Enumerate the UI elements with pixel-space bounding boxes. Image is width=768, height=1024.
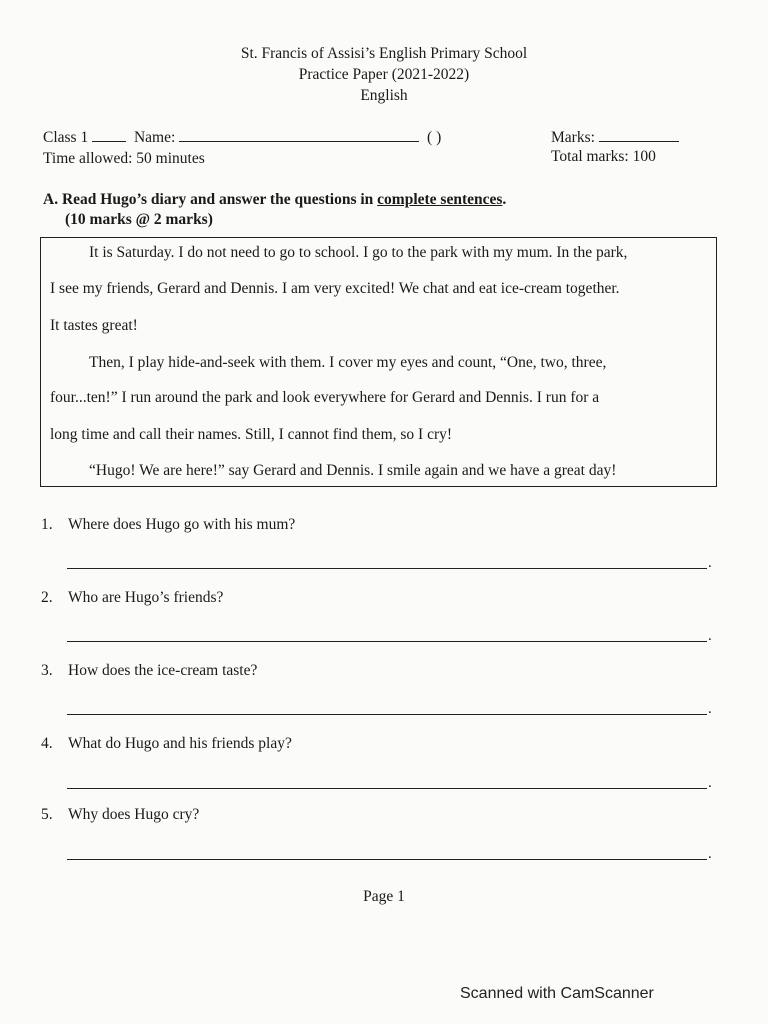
answer-line-1[interactable] [67, 567, 707, 569]
marks-blank [599, 129, 679, 142]
passage-line: It is Saturday. I do not need to go to school. I go to the park with my mum. In the park, [89, 244, 628, 261]
passage-line: long time and call their names. Still, I cannot find them, so I cry! [50, 426, 453, 443]
instruction-prefix: A. Read Hugo’s diary and answer the questions in [43, 191, 378, 208]
subject-title: English [360, 87, 408, 104]
question-text: Where does Hugo go with his mum? [68, 516, 296, 533]
marks-field [551, 129, 679, 147]
question-4 [41, 735, 292, 753]
question-number: 5. [41, 806, 53, 823]
answer-end-dot: . [708, 555, 712, 571]
question-number: 1. [41, 516, 53, 533]
answer-end-dot: . [708, 628, 712, 644]
question-5 [41, 806, 199, 824]
paper-title: Practice Paper (2021-2022) [298, 66, 470, 83]
question-3 [41, 662, 257, 680]
question-number: 3. [41, 662, 53, 679]
answer-end-dot: . [708, 846, 712, 862]
answer-end-dot: . [708, 701, 712, 717]
page-number: Page 1 [363, 888, 405, 905]
question-number: 2. [41, 589, 53, 606]
answer-line-2[interactable] [67, 640, 707, 642]
question-text: Who are Hugo’s friends? [68, 589, 224, 606]
class-blank [92, 129, 126, 142]
school-name: St. Francis of Assisi’s English Primary School [240, 45, 528, 62]
marks-label: Marks: [551, 129, 595, 146]
passage-line: It tastes great! [50, 317, 138, 334]
passage-line: Then, I play hide-and-seek with them. I cover my eyes and count, “One, two, three, [89, 354, 607, 371]
instruction-suffix: . [502, 191, 507, 208]
diary-passage [40, 237, 717, 487]
question-text: Why does Hugo cry? [68, 806, 200, 823]
answer-line-3[interactable] [67, 713, 707, 715]
answer-end-dot: . [708, 775, 712, 791]
passage-line: four...ten!” I run around the park and look everywhere for Gerard and Dennis. I run for a [50, 389, 600, 406]
question-2 [41, 589, 223, 607]
class-number-parens: ( ) [427, 129, 442, 146]
section-a-instructions [43, 190, 506, 230]
question-number: 4. [41, 735, 53, 752]
question-text: How does the ice-cream taste? [68, 662, 258, 679]
instruction-underlined: complete sentences [377, 191, 503, 208]
class-field [43, 129, 441, 147]
question-text: What do Hugo and his friends play? [68, 735, 292, 752]
scanner-watermark: Scanned with CamScanner [460, 985, 654, 1002]
time-allowed: Time allowed: 50 minutes [43, 150, 205, 167]
question-1 [41, 516, 295, 534]
marks-note: (10 marks @ 2 marks) [65, 211, 213, 228]
answer-line-4[interactable] [67, 787, 707, 789]
answer-line-5[interactable] [67, 858, 707, 860]
passage-line: I see my friends, Gerard and Dennis. I am very excited! We chat and eat ice-cream together. [50, 280, 620, 297]
class-label: Class 1 [43, 129, 89, 146]
name-blank [179, 129, 419, 142]
total-marks: Total marks: 100 [551, 148, 656, 165]
passage-line: “Hugo! We are here!” say Gerard and Dennis. I smile again and we have a great day! [89, 462, 617, 479]
name-label: Name: [133, 129, 176, 146]
